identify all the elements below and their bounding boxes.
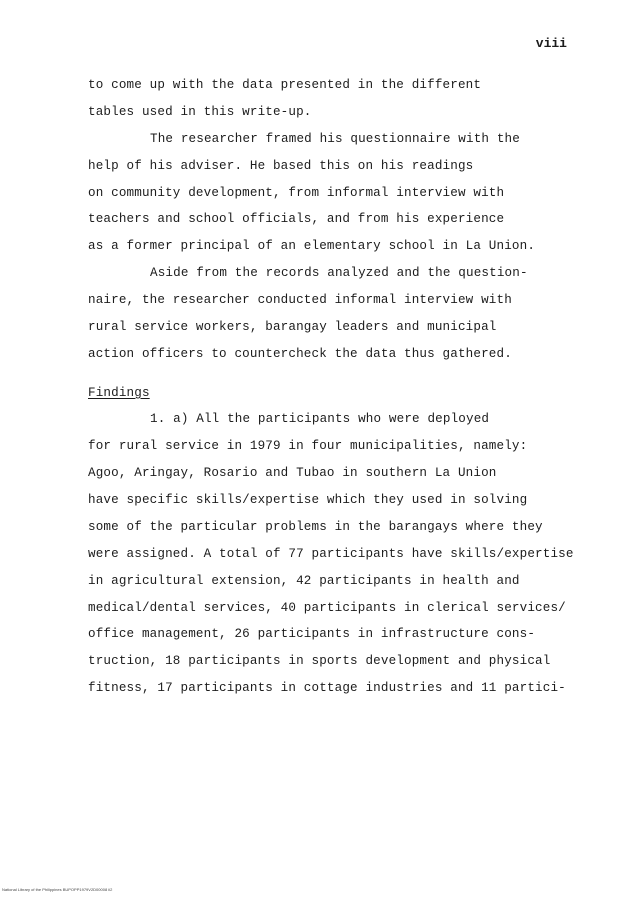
text-line: naire, the researcher conducted informal interview with [88, 293, 512, 307]
text-line: medical/dental services, 40 participants in clerical services/ [88, 601, 566, 615]
text-line: rural service workers, barangay leaders and municipal [88, 320, 497, 334]
text-line: tables used in this write-up. [88, 105, 312, 119]
text-line: fitness, 17 participants in cottage industries and 11 partici- [88, 681, 566, 695]
text-line: to come up with the data presented in the different [88, 78, 482, 92]
text-line: were assigned. A total of 77 participants have skills/expertise [88, 547, 574, 561]
text-line: Agoo, Aringay, Rosario and Tubao in southern La Union [88, 466, 497, 480]
text-line: have specific skills/expertise which they used in solving [88, 493, 528, 507]
text-line: in agricultural extension, 42 participants in health and [88, 574, 520, 588]
page-number: viii [535, 36, 567, 51]
text-line: action officers to countercheck the data thus gathered. [88, 347, 512, 361]
section-heading: Findings [88, 386, 150, 400]
text-line: as a former principal of an elementary school in La Union. [88, 239, 536, 253]
text-line: 1. a) All the participants who were deployed [150, 412, 490, 426]
text-line: for rural service in 1979 in four municipalities, namely: [88, 439, 528, 453]
text-line: help of his adviser. He based this on his readings [88, 159, 474, 173]
library-footer: National Library of the Philippines BUPOPP1979V2D00008 ii2 [2, 887, 113, 892]
text-line: office management, 26 participants in infrastructure cons- [88, 627, 536, 641]
text-line: truction, 18 participants in sports development and physical [88, 654, 551, 668]
text-line: The researcher framed his questionnaire with the [150, 132, 520, 146]
text-line: some of the particular problems in the barangays where they [88, 520, 543, 534]
text-line: on community development, from informal interview with [88, 186, 505, 200]
text-line: Aside from the records analyzed and the question- [150, 266, 528, 280]
text-line: teachers and school officials, and from his experience [88, 212, 505, 226]
